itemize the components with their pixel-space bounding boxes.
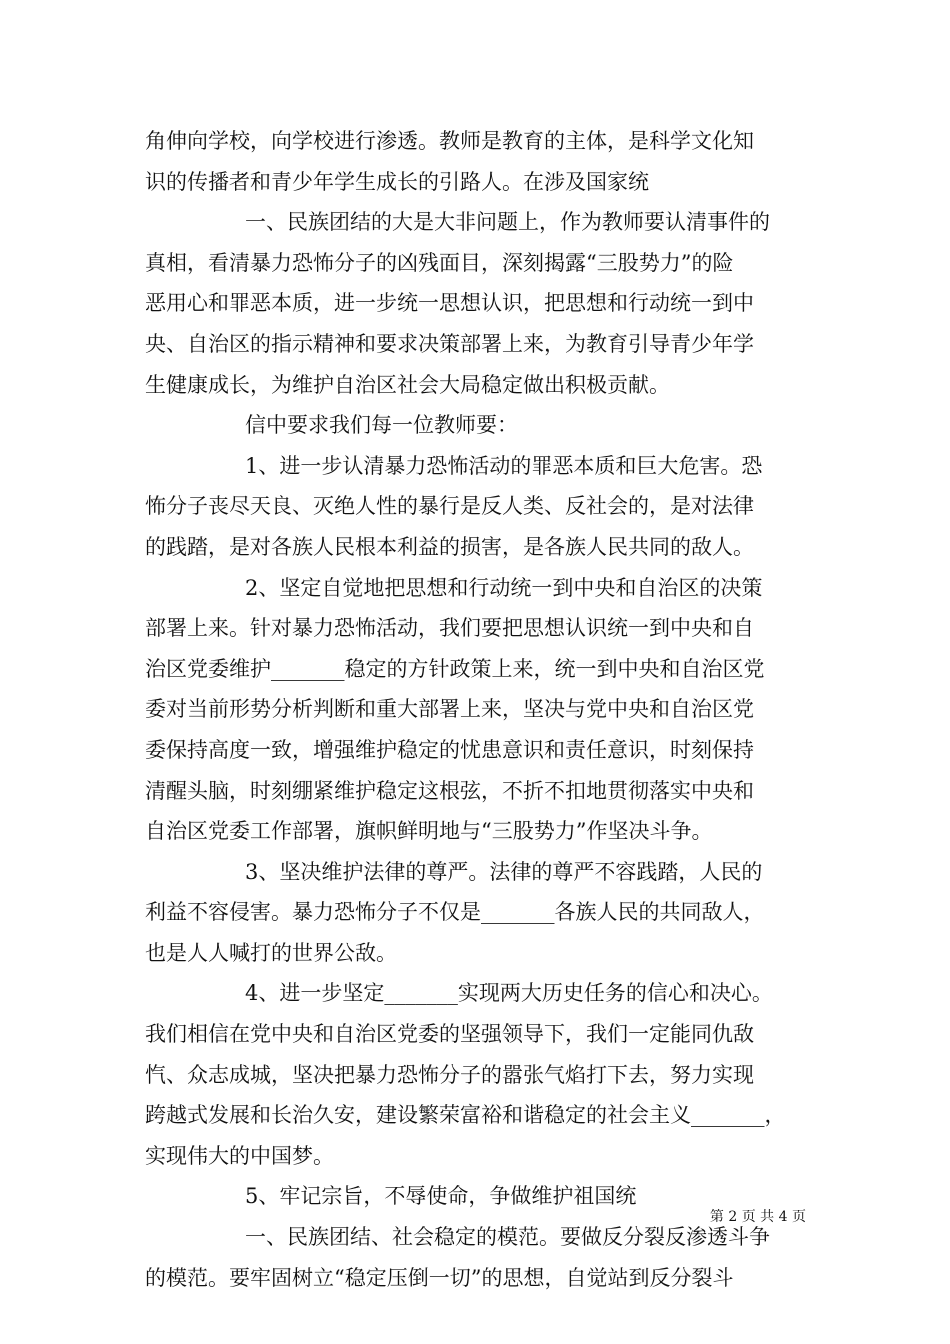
text-line: 央、自治区的指示精神和要求决策部署上来，为教育引导青少年学 (145, 331, 754, 356)
text-line: 委保持高度一致，增强维护稳定的忧患意识和责任意识，时刻保持 (145, 737, 754, 762)
document-body (145, 121, 807, 1298)
text-line: 的模范。要牢固树立“稳定压倒一切”的思想，自觉站到反分裂斗 (145, 1265, 734, 1290)
text-line: 恶用心和罪恶本质，进一步统一思想认识，把思想和行动统一到中 (145, 291, 754, 316)
text-line: 也是人人喊打的世界公敌。 (145, 940, 397, 965)
text-line: 真相，看清暴力恐怖分子的凶残面目，深刻揭露“三股势力”的险 (145, 250, 734, 275)
text-line: 部署上来。针对暴力恐怖活动，我们要把思想认识统一到中央和自 (145, 616, 754, 641)
text-line: 委对当前形势分析判断和重大部署上来，坚决与党中央和自治区党 (145, 697, 754, 722)
text-line: 清醒头脑，时刻绷紧维护稳定这根弦，不折不扣地贯彻落实中央和 (145, 778, 754, 803)
text-line: 识的传播者和青少年学生成长的引路人。在涉及国家统 (145, 169, 649, 194)
text-line: 利益不容侵害。暴力恐怖分子不仅是_______各族人民的共同敌人， (145, 900, 765, 925)
text-line: 一、民族团结、社会稳定的模范。要做反分裂反渗透斗争 (245, 1225, 770, 1250)
text-line: 治区党委维护_______稳定的方针政策上来，统一到中央和自治区党 (145, 656, 765, 681)
text-line: 2、坚定自觉地把思想和行动统一到中央和自治区的决策 (245, 575, 763, 600)
text-line: 4、进一步坚定_______实现两大历史任务的信心和决心。 (245, 981, 773, 1006)
text-line: 3、坚决维护法律的尊严。法律的尊严不容践踏，人民的 (245, 859, 763, 884)
text-line: 角伸向学校，向学校进行渗透。教师是教育的主体，是科学文化知 (145, 129, 754, 153)
text-line: 怖分子丧尽天良、灭绝人性的暴行是反人类、反社会的，是对法律 (145, 494, 754, 519)
text-line: 一、民族团结的大是大非问题上，作为教师要认清事件的 (245, 210, 770, 235)
text-line: 1、进一步认清暴力恐怖活动的罪恶本质和巨大危害。恐 (245, 453, 763, 478)
text-line: 忾、众志成城，坚决把暴力恐怖分子的嚣张气焰打下去，努力实现 (145, 1062, 754, 1087)
text-line: 跨越式发展和长治久安，建设繁荣富裕和谐稳定的社会主义_______， (145, 1103, 786, 1128)
text-line: 信中要求我们每一位教师要： (245, 413, 518, 438)
text-line: 实现伟大的中国梦。 (145, 1143, 334, 1168)
text-line: 生健康成长，为维护自治区社会大局稳定做出积极贡献。 (145, 372, 670, 397)
text-line: 我们相信在党中央和自治区党委的坚强领导下，我们一定能同仇敌 (145, 1022, 754, 1047)
text-line: 的践踏，是对各族人民根本利益的损害，是各族人民共同的敌人。 (145, 534, 754, 559)
text-line: 自治区党委工作部署，旗帜鲜明地与“三股势力”作坚决斗争。 (145, 819, 713, 844)
text-line: 5、牢记宗旨，不辱使命，争做维护祖国统 (245, 1184, 637, 1209)
page-number: 第 2 页 共 4 页 (709, 1209, 806, 1225)
